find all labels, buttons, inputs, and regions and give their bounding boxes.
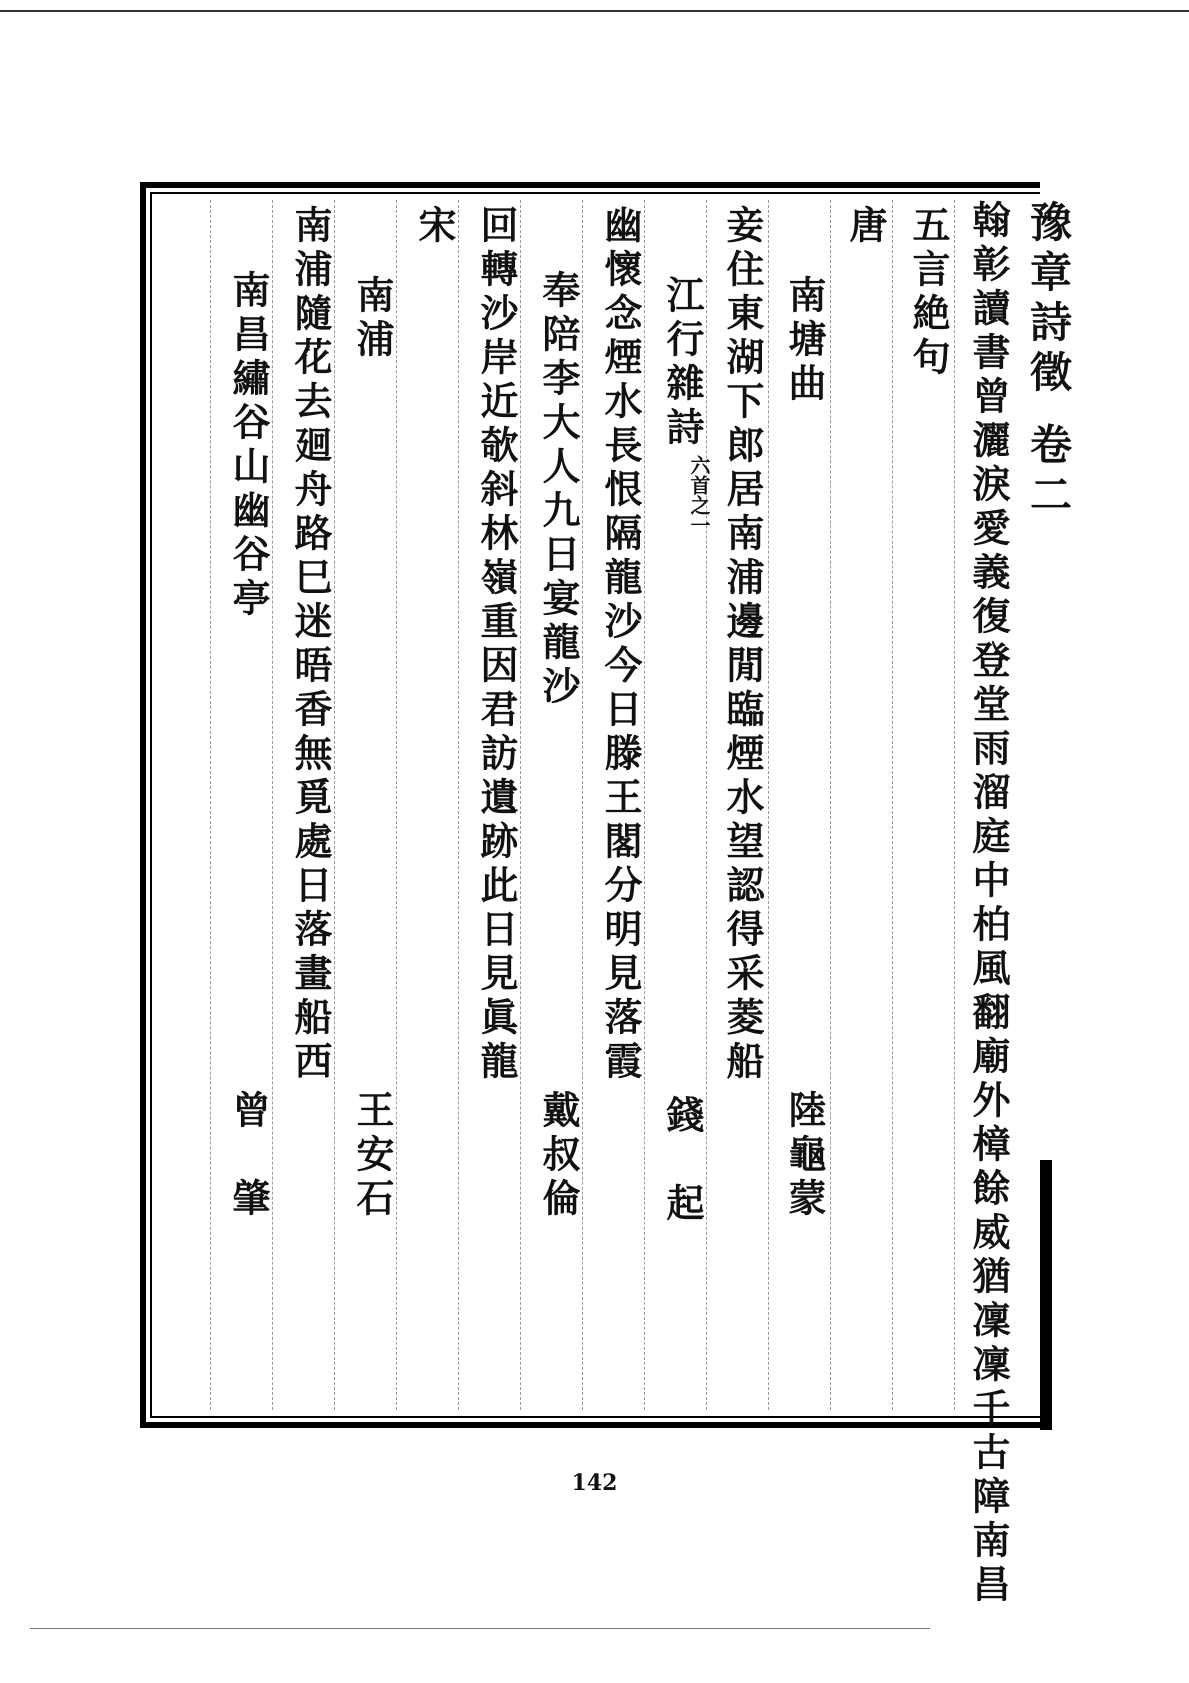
- poem-note: 六首之一: [687, 455, 711, 535]
- book-title-text: 豫章詩徵: [1024, 200, 1073, 400]
- frame-border-left: [140, 182, 146, 1428]
- poem-title: 江行雜詩: [660, 275, 705, 451]
- dynasty-heading: 宋: [412, 205, 457, 249]
- book-title: [1018, 200, 1078, 523]
- poem-title: 南浦: [350, 275, 395, 363]
- poem-author: 戴叔倫: [536, 1090, 581, 1222]
- poem-line: 妾住東湖下郎居南浦邊閒臨煙水望認得采菱船: [720, 205, 765, 1085]
- poem-title: 南昌繡谷山幽谷亭: [226, 270, 271, 622]
- column-rule: [830, 200, 892, 1410]
- frame-border-left-inner: [150, 192, 152, 1418]
- frame-border-top-inner: [150, 192, 1040, 194]
- poem-line: 翰彰讀書曾灑淚愛義復登堂雨溜庭中柏風翻廟外樟餘威猶凜凜千古障南昌: [966, 200, 1011, 1608]
- poem-title: 奉陪李大人九日宴龍沙: [536, 270, 581, 710]
- poem-title: 南塘曲: [782, 275, 827, 407]
- poem-author: 王安石: [350, 1090, 395, 1222]
- poem-line: 幽懷念煙水長恨隔龍沙今日滕王閣分明見落霞: [598, 205, 643, 1085]
- poem-line: 回轉沙岸近欹斜林嶺重因君訪遺跡此日見眞龍: [474, 205, 519, 1085]
- frame-border-top: [140, 182, 1040, 188]
- page-frame: [140, 182, 1040, 1428]
- column-rule: [396, 200, 458, 1410]
- section-heading: 五言絶句: [906, 205, 951, 381]
- volume-label: 卷二: [1024, 422, 1073, 523]
- page-number: 142: [571, 1470, 618, 1496]
- header-tab-bar: [1040, 1160, 1052, 1430]
- column-rule: [334, 200, 396, 1410]
- poem-author: 錢 起: [660, 1095, 705, 1227]
- frame-border-bottom: [140, 1422, 1040, 1428]
- frame-border-bottom-inner: [150, 1416, 1040, 1418]
- column-rule: [892, 200, 954, 1410]
- poem-author: 陸龜蒙: [782, 1090, 827, 1222]
- dynasty-heading: 唐: [843, 205, 888, 249]
- scan-edge-bottom: [30, 1628, 930, 1629]
- poem-author: 曾 肇: [226, 1090, 271, 1222]
- poem-line: 南浦隨花去廻舟路巳迷晤香無覓處日落畫船西: [288, 205, 333, 1085]
- scan-edge-top: [0, 10, 1189, 12]
